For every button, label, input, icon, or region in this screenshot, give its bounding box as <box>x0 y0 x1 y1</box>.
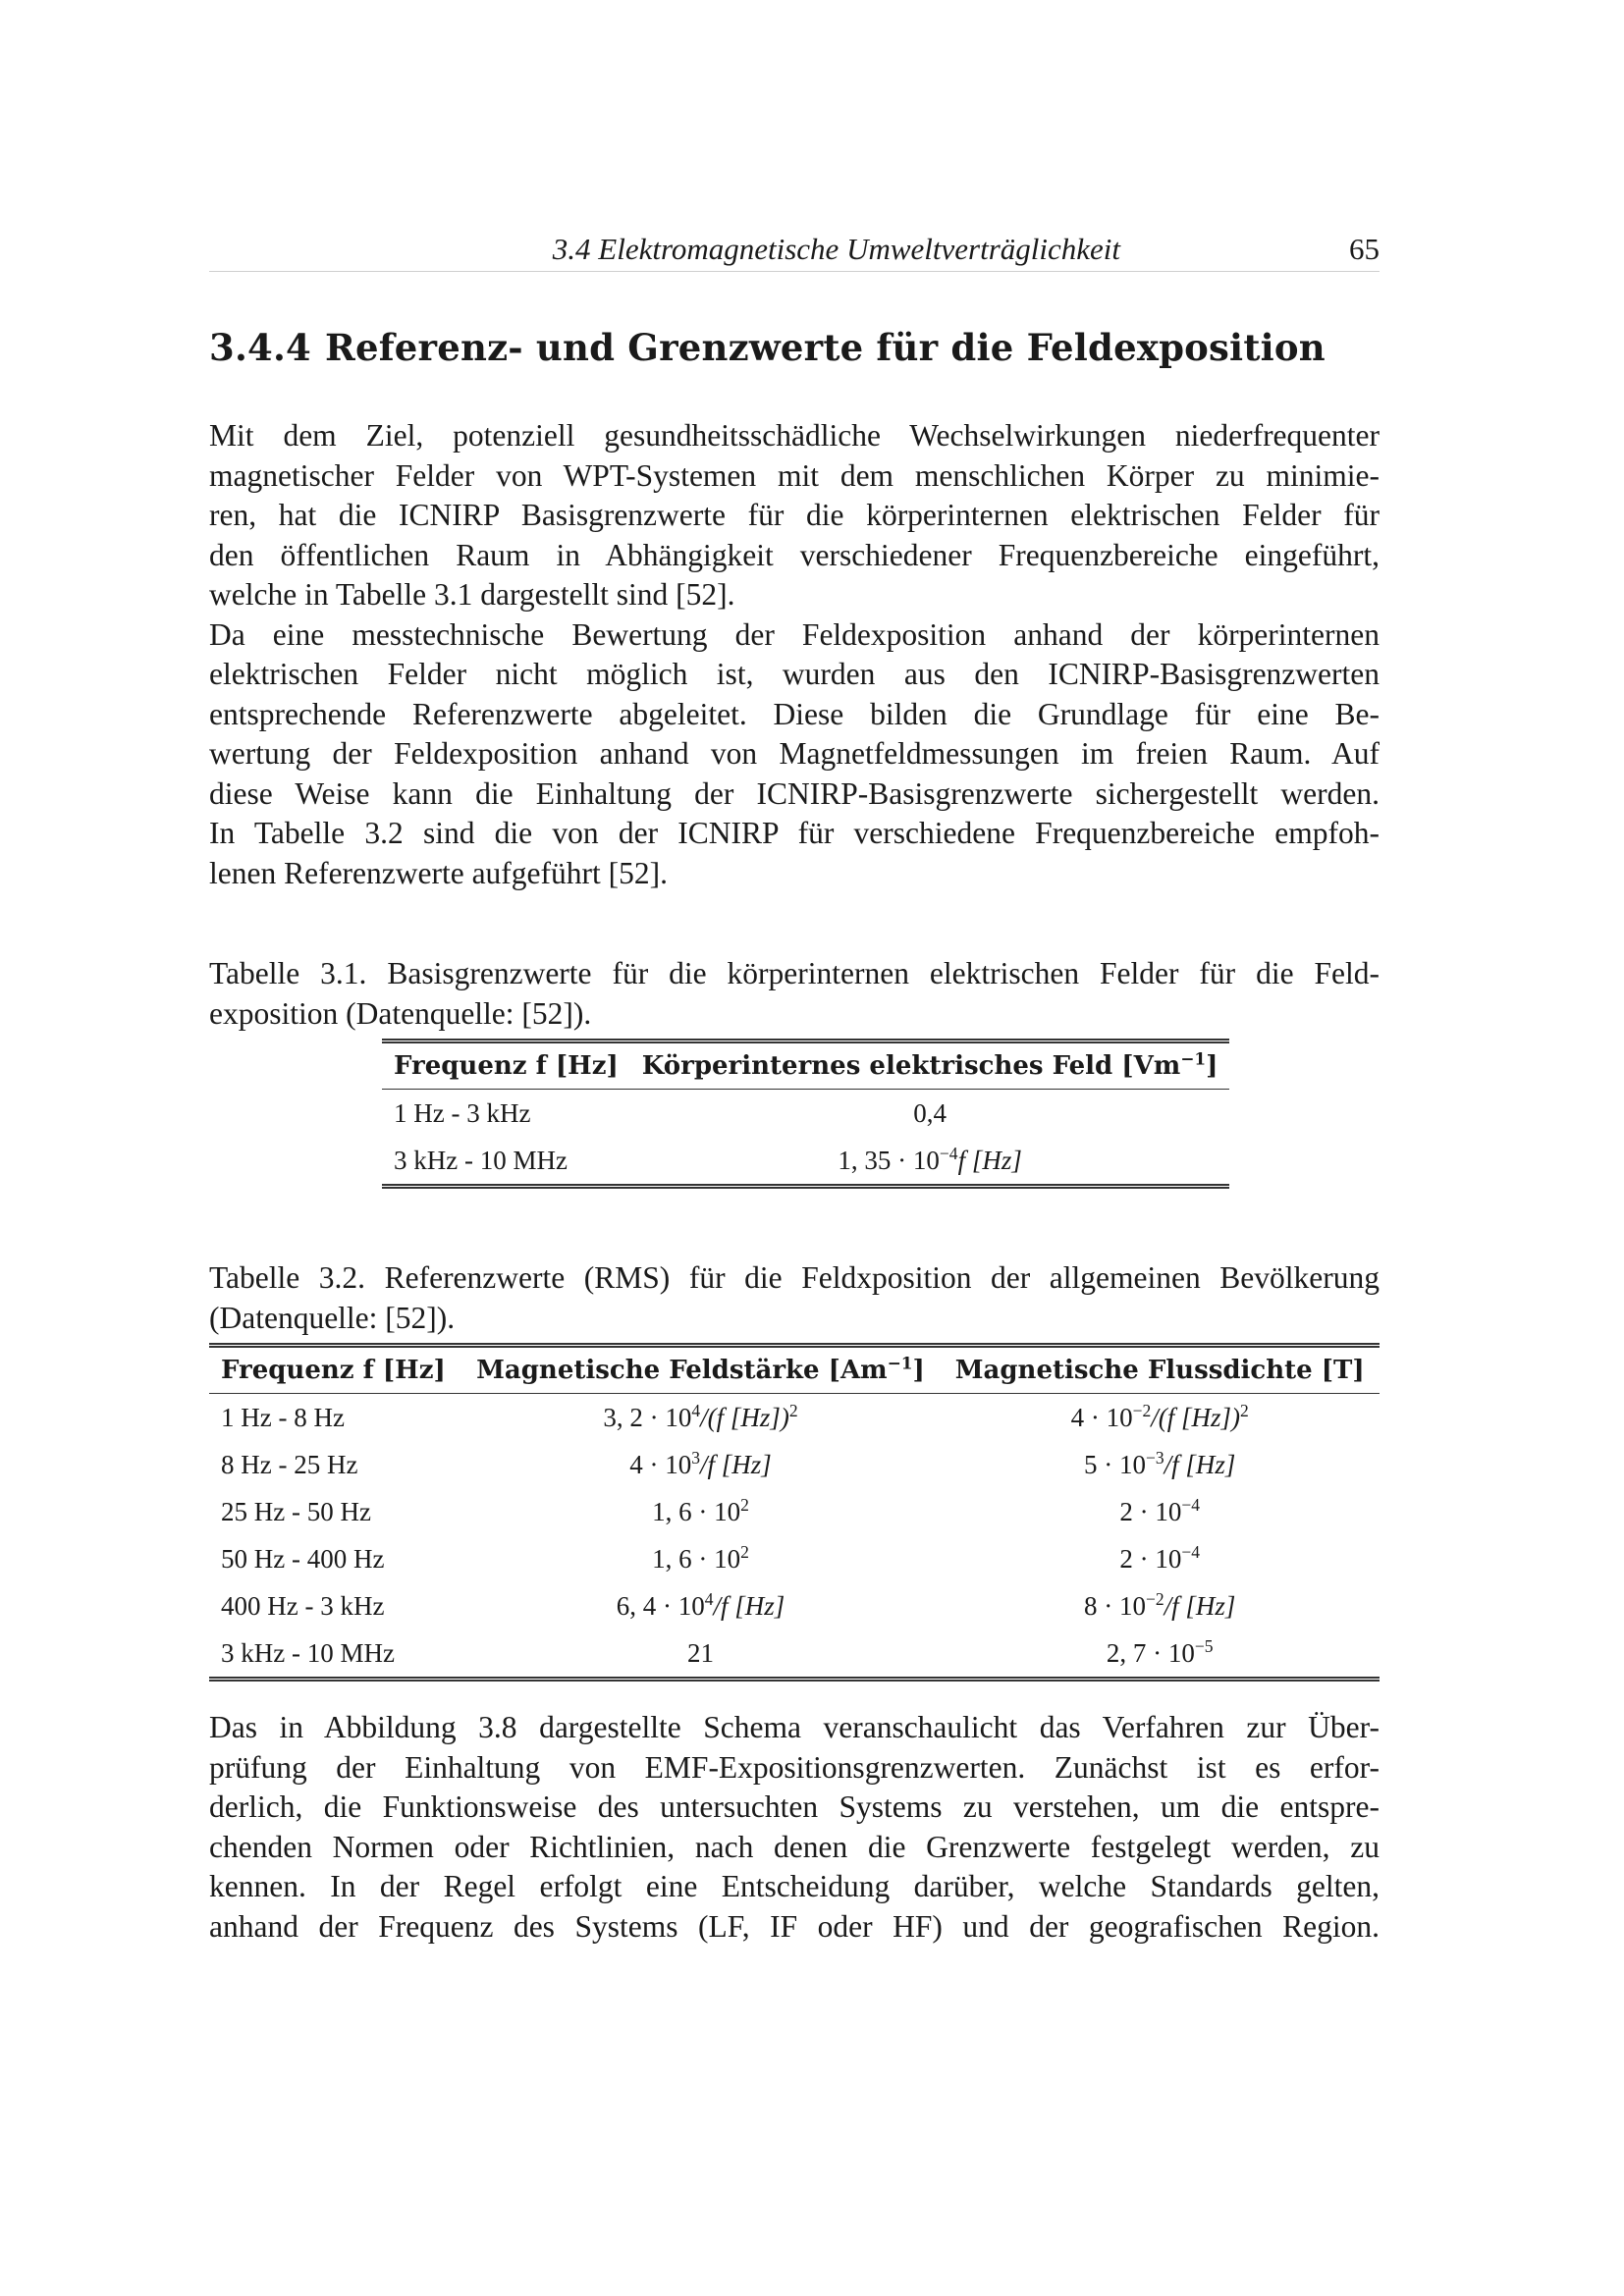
text-line: derlich, die Funktionsweise des untersuchten Systems zu verstehen, um die entspre- <box>209 1789 1380 1824</box>
column-header-frequency: Frequenz f [Hz] <box>221 1356 446 1385</box>
field-strength-cell: 3, $2 \cdot 10^4/(f$ [Hz])$^2$ <box>603 1400 798 1432</box>
table-2 <box>209 1343 1380 1682</box>
column-header-field-strength: Magnetische Feldstärke $[Am^{-1}]$ <box>476 1353 925 1385</box>
flux-density-cell: $2 \cdot 10^{-4}$ <box>1119 1541 1201 1574</box>
table-row <box>209 1394 1380 1442</box>
section-number: 3.4.4 <box>209 326 311 369</box>
text-line: anhand der Frequenz des Systems (LF, IF oder HF) und der geografischen Region. <box>209 1908 1380 1944</box>
caption-line: exposition (Datenquelle: [52]). <box>209 995 592 1031</box>
frequency-cell: 3 kHz - 10 MHz <box>221 1637 395 1668</box>
field-strength-cell: 1, $6 \cdot 10^2$ <box>652 1541 749 1574</box>
page-number: 65 <box>1349 232 1380 266</box>
table-header-row <box>209 1346 1380 1394</box>
frequency-cell: 3 kHz - 10 MHz <box>394 1145 568 1175</box>
text-line: elektrischen Felder nicht möglich ist, wurden aus den ICNIRP-Basisgrenzwerten <box>209 657 1380 691</box>
text-line: Mit dem Ziel, potenziell gesundheitsschädliche Wechselwirkungen niederfrequenter <box>209 418 1380 453</box>
text-line: den öffentlichen Raum in Abhängigkeit verschiedener Frequenzbereiche eingeführt, <box>209 537 1380 572</box>
text-line: In Tabelle 3.2 sind die von der ICNIRP für verschiedene Frequenzbereiche empfoh- <box>209 816 1380 850</box>
flux-density-cell: $8 \cdot 10^{-2}/f$ [Hz] <box>1084 1588 1236 1621</box>
text-line: prüfung der Einhaltung von EMF-Expositionsgrenzwerten. Zunächst ist es erfor- <box>209 1749 1380 1785</box>
paragraph-schema <box>209 1708 1380 1947</box>
table-row <box>382 1090 1229 1138</box>
frequency-cell: 1 Hz - 3 kHz <box>394 1097 531 1128</box>
table-2-caption <box>209 1258 1380 1338</box>
table-row <box>382 1137 1229 1187</box>
text-line: ren, hat die ICNIRP Basisgrenzwerte für die körperinternen elektrischen Felder für <box>209 498 1380 532</box>
running-head <box>209 228 1380 272</box>
flux-density-cell: $2 \cdot 10^{-4}$ <box>1119 1494 1201 1526</box>
caption-line: Tabelle 3.2. Referenzwerte (RMS) für die Feldxposition der allgemeinen Bevölkerung <box>209 1260 1380 1295</box>
table-row <box>209 1441 1380 1488</box>
column-header-frequency: Frequenz f [Hz] <box>394 1051 619 1081</box>
caption-line: Tabelle 3.1. Basisgrenzwerte für die körperinternen elektrischen Felder für die Feld- <box>209 956 1380 990</box>
field-strength-cell: $4 \cdot 10^3/f$ [Hz] <box>629 1447 772 1479</box>
frequency-cell: 50 Hz - 400 Hz <box>221 1543 385 1574</box>
flux-density-cell: $5 \cdot 10^{-3}/f$ [Hz] <box>1084 1447 1236 1479</box>
frequency-cell: 8 Hz - 25 Hz <box>221 1449 358 1479</box>
frequency-cell: 25 Hz - 50 Hz <box>221 1496 371 1526</box>
frequency-cell: 1 Hz - 8 Hz <box>221 1402 345 1432</box>
text-line: Das in Abbildung 3.8 dargestellte Schema veranschaulicht das Verfahren zur Über- <box>209 1710 1380 1744</box>
section-heading <box>209 326 1326 369</box>
table-row <box>209 1535 1380 1582</box>
column-header-internal-field: Körperinternes elektrisches Feld $[Vm^{-1}]$ <box>641 1048 1218 1081</box>
section-title: Referenz- und Grenzwerte für die Feldexposition <box>325 326 1326 369</box>
field-strength-cell: 1, $6 \cdot 10^2$ <box>652 1494 749 1526</box>
text-line: welche in Tabelle 3.1 dargestellt sind [52]. <box>209 577 735 612</box>
frequency-cell: 400 Hz - 3 kHz <box>221 1590 385 1621</box>
text-line: entsprechende Referenzwerte abgeleitet. Diese bilden die Grundlage für eine Be- <box>209 696 1380 731</box>
field-cell: 0,4 <box>913 1097 947 1128</box>
text-line: lenen Referenzwerte aufgeführt [52]. <box>209 855 668 890</box>
flux-density-cell: $4 \cdot 10^{-2}/(f$ [Hz])$^2$ <box>1070 1400 1249 1432</box>
table-1 <box>382 1039 1229 1189</box>
column-header-flux-density: Magnetische Flussdichte [T] <box>954 1356 1365 1385</box>
running-head-title: 3.4 Elektromagnetische Umweltverträglichkeit <box>552 232 1120 266</box>
text-line: wertung der Feldexposition anhand von Magnetfeldmessungen im freien Raum. Auf <box>209 736 1380 771</box>
table-header-row <box>382 1041 1229 1090</box>
table-row <box>209 1488 1380 1535</box>
table-row <box>209 1629 1380 1680</box>
table-1-caption <box>209 954 1380 1034</box>
field-cell: 1, $35 \cdot 10^{-4}f$ [Hz] <box>838 1143 1022 1175</box>
text-line: Da eine messtechnische Bewertung der Feldexposition anhand der körperinternen <box>209 616 1380 652</box>
text-line: magnetischer Felder von WPT-Systemen mit dem menschlichen Körper zu minimie- <box>209 457 1380 493</box>
field-strength-cell: 6, $4 \cdot 10^4/f$ [Hz] <box>616 1588 785 1621</box>
text-line: diese Weise kann die Einhaltung der ICNIRP-Basisgrenzwerte sichergestellt werden. <box>209 775 1380 811</box>
text-line: kennen. In der Regel erfolgt eine Entscheidung darüber, welche Standards gelten, <box>209 1869 1380 1903</box>
caption-line: (Datenquelle: [52]). <box>209 1300 456 1335</box>
table-row <box>209 1582 1380 1629</box>
flux-density-cell: 2, $7 \cdot 10^{-5}$ <box>1106 1635 1214 1668</box>
text-line: chenden Normen oder Richtlinien, nach denen die Grenzwerte festgelegt werden, zu <box>209 1829 1380 1864</box>
paragraph-intro <box>209 416 1380 893</box>
field-strength-cell: 21 <box>686 1637 714 1668</box>
